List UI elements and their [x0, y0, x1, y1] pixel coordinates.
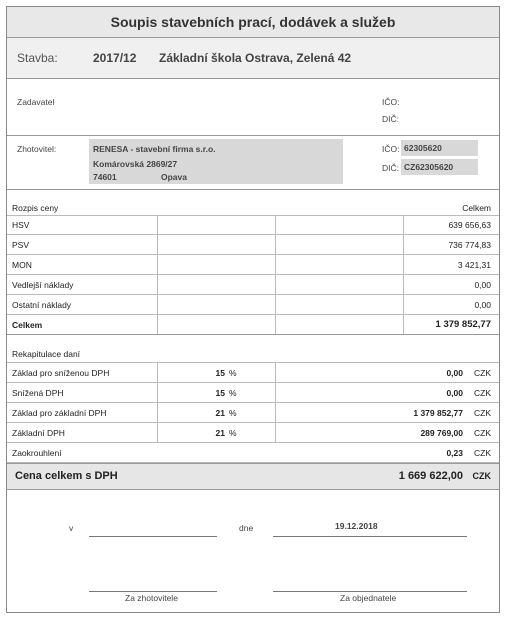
zhotovitel-street: Komárovská 2869/27 [93, 159, 178, 169]
table-row [7, 255, 499, 275]
row-label: Zaokrouhlení [12, 448, 62, 458]
stavba-section [7, 38, 499, 79]
table-row [7, 383, 499, 403]
stavba-code: 2017/12 [93, 51, 137, 65]
row-currency: CZK [474, 388, 491, 398]
row-currency: CZK [474, 428, 491, 438]
zhotovitel-city: Opava [161, 172, 187, 182]
client-signature-caption: Za objednatele [340, 593, 397, 603]
row-value: 289 769,00 [420, 428, 463, 438]
row-rate: 15 [215, 368, 225, 378]
table-row [7, 363, 499, 383]
column-divider [275, 363, 276, 443]
row-value: 736 774,83 [448, 240, 491, 250]
stavba-name: Základní škola Ostrava, Zelená 42 [159, 51, 352, 65]
zhotovitel-dic: CZ62305620 [401, 159, 478, 175]
row-label: Celkem [12, 320, 43, 330]
grand-total-currency: CZK [472, 471, 491, 481]
date-value: 19.12.2018 [335, 521, 378, 531]
column-divider [275, 215, 276, 334]
divider [7, 189, 499, 190]
row-label: Základ pro základní DPH [12, 408, 107, 418]
grand-total-row [7, 463, 499, 490]
table-row [7, 295, 499, 315]
table-row [7, 235, 499, 255]
grand-total-value: 1 669 622,00 [398, 470, 463, 482]
row-pct: % [229, 408, 237, 418]
row-label: HSV [12, 220, 30, 230]
row-value: 639 656,63 [448, 220, 491, 230]
zadavatel-dic-label: DIČ: [382, 114, 399, 124]
grand-total-label: Cena celkem s DPH [15, 470, 118, 482]
table-row-total [7, 315, 499, 335]
row-currency: CZK [474, 408, 491, 418]
table-row-rounding [7, 443, 499, 463]
row-pct: % [229, 388, 237, 398]
row-currency: CZK [474, 448, 491, 458]
column-divider [157, 363, 158, 443]
row-label: Vedlejší náklady [12, 280, 74, 290]
document-title: Soupis stavebních prací, dodávek a služeb [7, 7, 499, 38]
row-rate: 15 [215, 388, 225, 398]
stavba-label: Stavba: [17, 51, 58, 65]
column-divider [403, 215, 404, 334]
row-value: 0,00 [474, 280, 491, 290]
row-value: 1 379 852,77 [413, 408, 463, 418]
date-line [273, 536, 467, 537]
contractor-signature-caption: Za zhotovitele [125, 593, 178, 603]
row-currency: CZK [474, 368, 491, 378]
zhotovitel-ico: 62305620 [401, 140, 478, 156]
table-row [7, 275, 499, 295]
row-label: Základ pro sníženou DPH [12, 368, 110, 378]
date-label: dne [239, 523, 254, 533]
row-value: 0,23 [446, 448, 463, 458]
rozpis-label: Rozpis ceny [12, 203, 59, 213]
zhotovitel-address-box [89, 139, 343, 184]
row-label: MON [12, 260, 32, 270]
row-value: 1 379 852,77 [435, 319, 491, 330]
rozpis-header [7, 201, 499, 216]
document-page [6, 6, 500, 613]
table-row [7, 403, 499, 423]
row-pct: % [229, 428, 237, 438]
row-pct: % [229, 368, 237, 378]
row-rate: 21 [215, 428, 225, 438]
rozpis-col-total: Celkem [462, 203, 491, 213]
contractor-signature-line [89, 591, 217, 592]
zhotovitel-name: RENESA - stavební firma s.r.o. [93, 144, 216, 154]
place-label: v [69, 523, 74, 533]
zhotovitel-ico-label: IČO: [382, 144, 400, 154]
zhotovitel-zip: 74601 [93, 172, 117, 182]
zadavatel-label: Zadavatel [17, 97, 55, 107]
table-row [7, 423, 499, 443]
rekap-label: Rekapitulace daní [12, 349, 81, 359]
row-rate: 21 [215, 408, 225, 418]
row-value: 0,00 [446, 388, 463, 398]
zhotovitel-dic-label: DIČ: [382, 163, 399, 173]
row-label: PSV [12, 240, 30, 250]
row-label: Snížená DPH [12, 388, 64, 398]
row-value: 0,00 [446, 368, 463, 378]
client-signature-line [273, 591, 467, 592]
zadavatel-ico-label: IČO: [382, 97, 400, 107]
zhotovitel-label: Zhotovitel: [17, 144, 57, 154]
row-label: Ostatní náklady [12, 300, 72, 310]
row-value: 0,00 [474, 300, 491, 310]
row-value: 3 421,31 [457, 260, 491, 270]
row-label: Základní DPH [12, 428, 65, 438]
divider [7, 135, 499, 136]
place-line [89, 536, 217, 537]
column-divider [157, 215, 158, 334]
table-row [7, 215, 499, 235]
